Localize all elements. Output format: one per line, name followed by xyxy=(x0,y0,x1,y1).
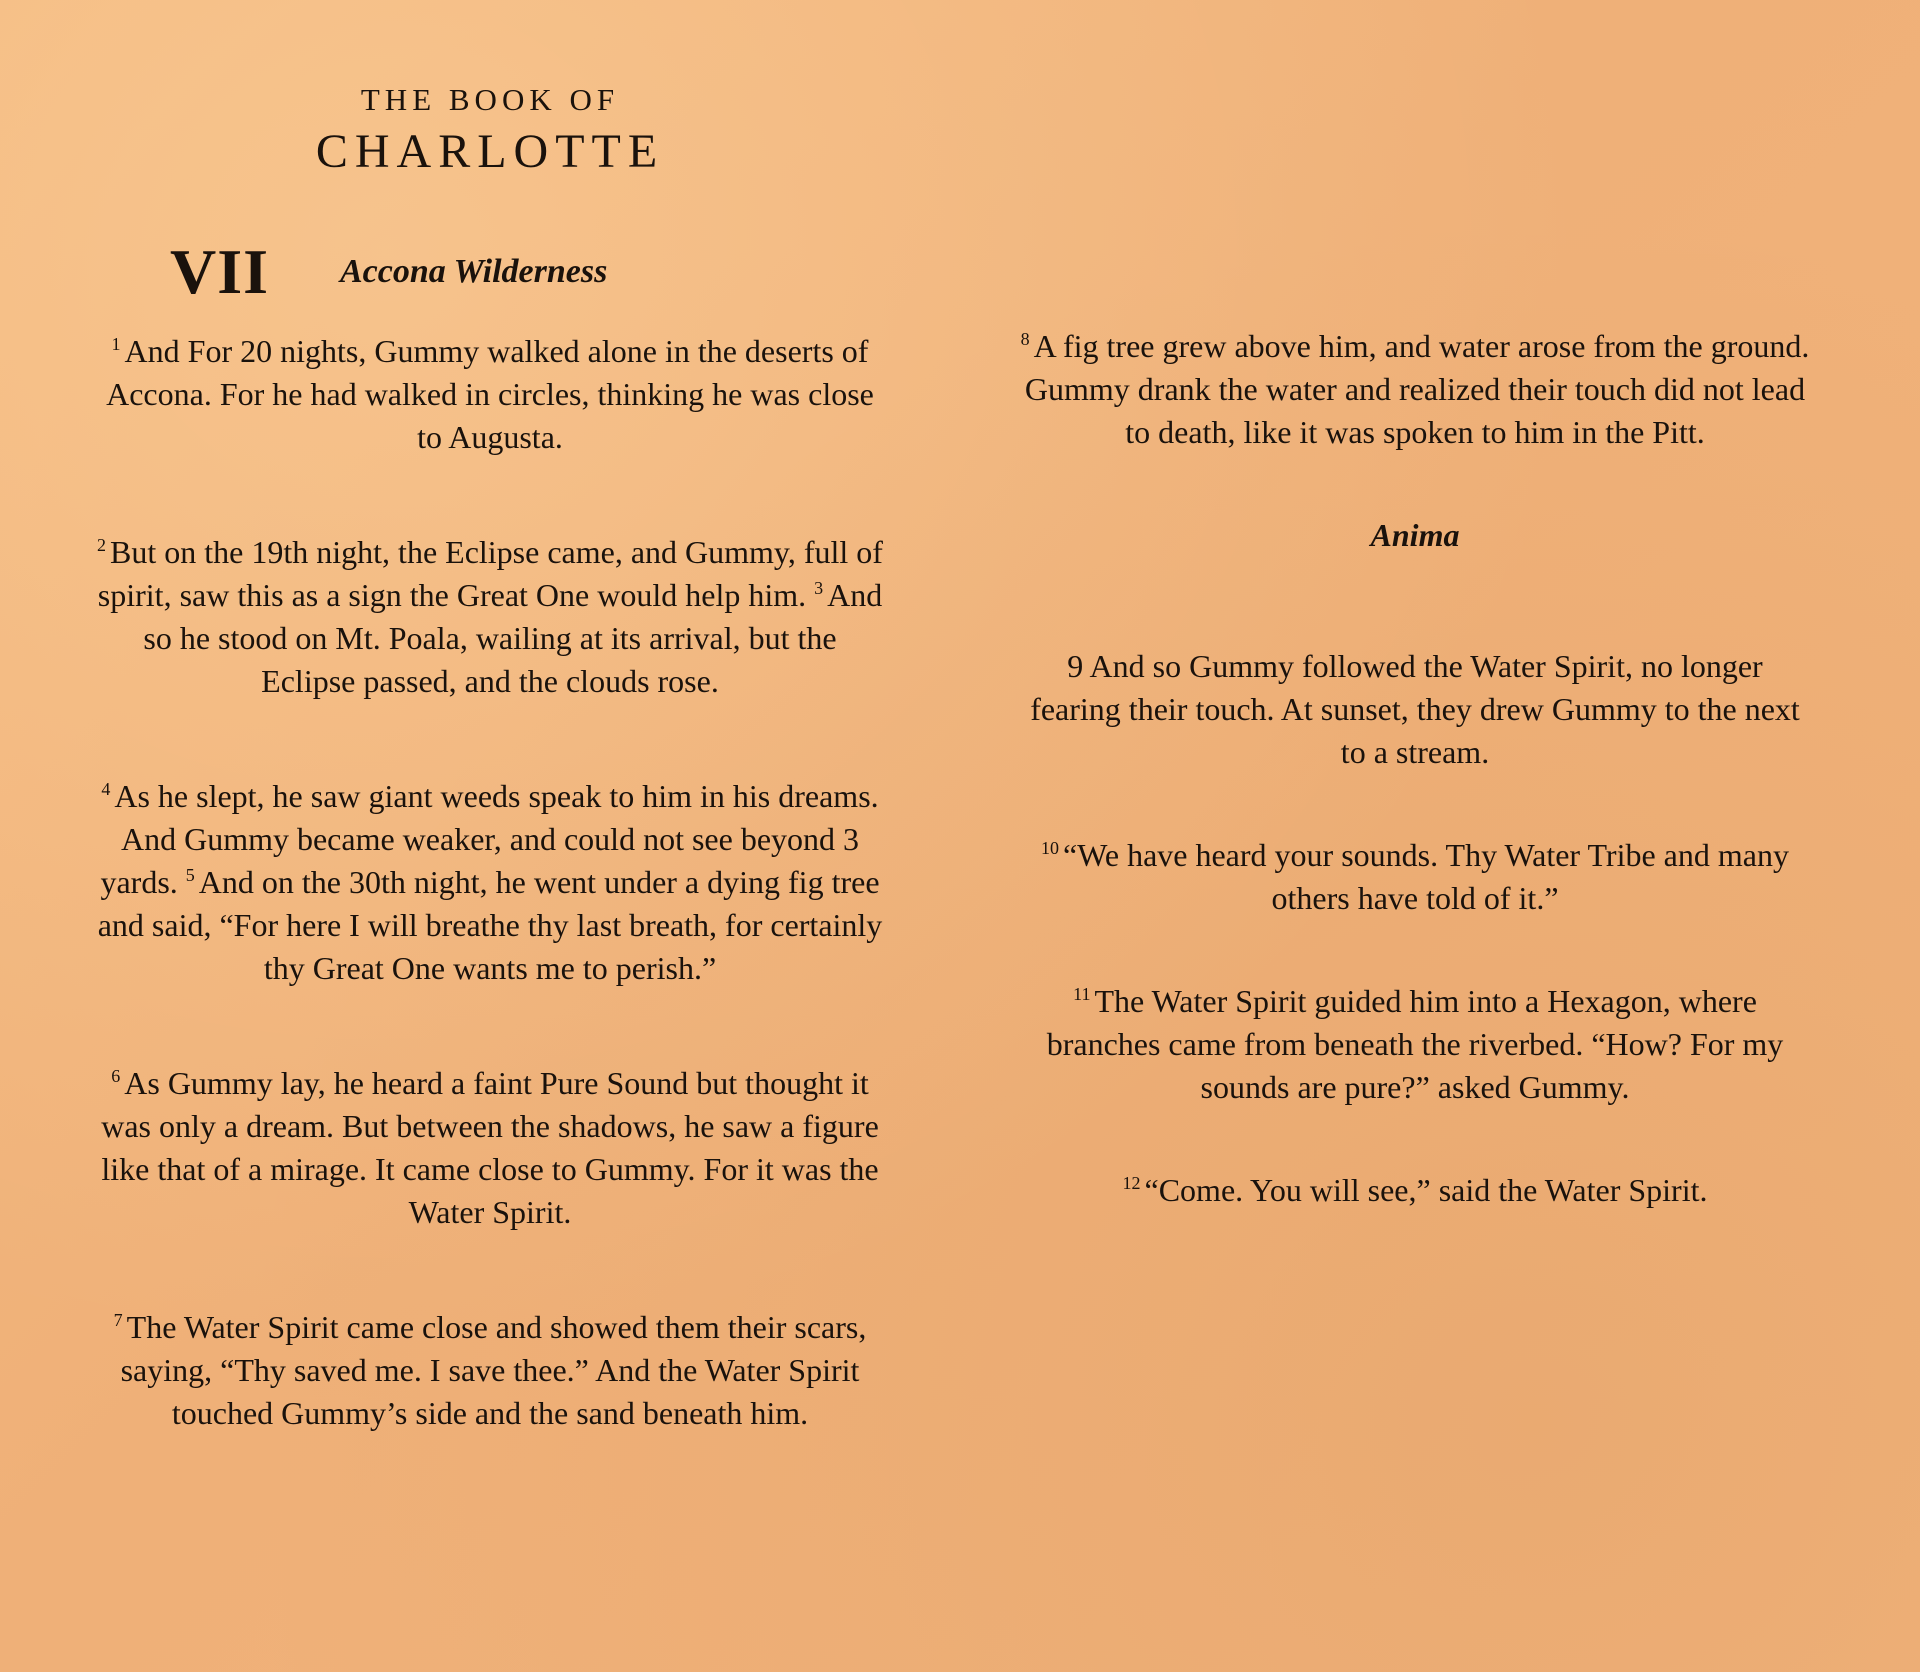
verse-4-5 xyxy=(95,775,885,990)
verse-text: As Gummy lay, he heard a faint Pure Sound but thought it was only a dream. But between the shadows, he saw a figure like that of a mirage. It came close to Gummy. For it was the Water Spirit. xyxy=(101,1065,879,1230)
verse-text: The Water Spirit came close and showed them their scars, saying, “Thy saved me. I save thee.” And the Water Spirit touched Gummy’s side and the sand beneath him. xyxy=(120,1309,867,1431)
verse-9 xyxy=(1020,645,1810,774)
verse-text: A fig tree grew above him, and water arose from the ground. Gummy drank the water and realized their touch did not lead to death, like it was spoken to him in the Pitt. xyxy=(1024,328,1810,450)
verse-number: 7 xyxy=(113,1310,123,1331)
verse-10 xyxy=(1020,834,1810,920)
verse-text: “Come. You will see,” said the Water Spirit. xyxy=(1144,1172,1708,1208)
verse-number: 6 xyxy=(111,1066,121,1087)
right-column xyxy=(1020,325,1810,1272)
verse-8 xyxy=(1020,325,1810,454)
verse-number: 1 xyxy=(111,334,121,355)
verse-number: 10 xyxy=(1041,838,1060,859)
chapter-number: VII xyxy=(170,236,270,307)
verse-text: And so he stood on Mt. Poala, wailing at its arrival, but the Eclipse passed, and the clouds rose. xyxy=(143,577,883,699)
book-title xyxy=(190,80,790,180)
left-column xyxy=(95,330,885,1507)
verse-text: But on the 19th night, the Eclipse came, and Gummy, full of spirit, saw this as a sign the Great One would help him. xyxy=(97,534,883,613)
verse-text: As he slept, he saw giant weeds speak to him in his dreams. And Gummy became weaker, and could not see beyond 3 yards. xyxy=(100,778,879,900)
book-title-line1: THE BOOK OF xyxy=(360,82,620,117)
chapter-heading: Accona Wilderness xyxy=(340,253,608,290)
verse-text: “We have heard your sounds. Thy Water Tribe and many others have told of it.” xyxy=(1063,837,1789,916)
verse-number: 11 xyxy=(1073,984,1091,1005)
verse-1 xyxy=(95,330,885,459)
verse-11 xyxy=(1020,980,1810,1109)
verse-number: 12 xyxy=(1122,1173,1141,1194)
verse-text: And For 20 nights, Gummy walked alone in the deserts of Accona. For he had walked in circles, thinking he was close to Augusta. xyxy=(106,333,874,455)
verse-number: 4 xyxy=(101,779,111,800)
verse-text: The Water Spirit guided him into a Hexagon, where branches came from beneath the riverbed. “How? For my sounds are pure?” asked Gummy. xyxy=(1046,983,1784,1105)
verse-12 xyxy=(1020,1169,1810,1212)
verse-text: 9 And so Gummy followed the Water Spirit, no longer fearing their touch. At sunset, they drew Gummy to the next to a stream. xyxy=(1030,648,1800,770)
verse-7 xyxy=(95,1306,885,1435)
verse-6 xyxy=(95,1062,885,1234)
section-heading: Anima xyxy=(1370,517,1460,553)
book-title-line2: CHARLOTTE xyxy=(315,125,665,178)
verse-number: 3 xyxy=(814,578,824,599)
verse-number: 2 xyxy=(97,535,107,556)
verse-text: And on the 30th night, he went under a dying fig tree and said, “For here I will breathe thy last breath, for certainly thy Great One wants me to perish.” xyxy=(97,864,883,986)
verse-2-3 xyxy=(95,531,885,703)
verse-number: 5 xyxy=(185,865,195,886)
verse-number: 8 xyxy=(1020,329,1030,350)
